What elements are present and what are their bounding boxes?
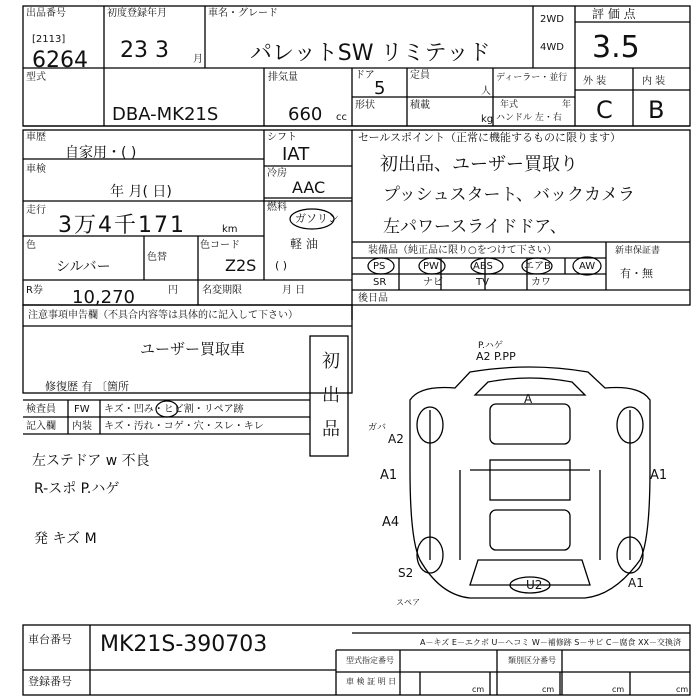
km-unit: km (222, 224, 238, 235)
shaken-label: 車検 (26, 164, 46, 175)
type-cert-label: 型式指定番号 (346, 656, 394, 665)
registration-label: 登録番号 (28, 675, 72, 688)
name-change-label: 名変期限 (202, 285, 242, 296)
recycle-label: R券 (26, 285, 43, 296)
drive-4wd: 4WD (540, 42, 564, 53)
equip-navi: ナビ (423, 277, 443, 288)
interior-row-label: 内装 (72, 421, 92, 432)
model-label: 型式 (26, 72, 46, 83)
year-type-label: 年式 (500, 100, 519, 110)
diagram-mark-9: U2 (526, 578, 543, 592)
cm-unit-2: cm (542, 685, 555, 694)
shift-value: IAT (282, 144, 310, 165)
cert-dims-label: 車 検 証 明 日 (346, 677, 397, 686)
sales-point-2: プッシュスタート、バックカメラ (383, 185, 635, 205)
hand-note-3: 発 キズ M (34, 531, 97, 547)
class-number-label: 類別区分番号 (508, 656, 556, 665)
equip-sr: SR (373, 277, 387, 288)
color-label: 色 (26, 240, 36, 251)
first-reg-value: 23 3 (120, 38, 169, 63)
diagram-mark-5: A2 (388, 432, 404, 446)
cm-unit-3: cm (612, 685, 625, 694)
color-value: シルバー (56, 259, 111, 275)
lot-number: 6264 (32, 48, 88, 73)
hand-note-2: R-スポ P.ハゲ (34, 481, 120, 497)
load-label: 積載 (410, 100, 430, 111)
color-change-label: 色替 (147, 252, 167, 263)
inspector-label: 検査員 (26, 404, 56, 415)
fuel-value: ガソリン (295, 212, 339, 225)
warranty-value: 有・無 (620, 267, 653, 280)
ac-label: 冷房 (267, 168, 287, 179)
equip-abs: ABS (473, 261, 493, 272)
handle-label: ハンドル 左・右 (496, 113, 562, 123)
year-type-unit: 年 (562, 100, 572, 110)
car-name-value: パレットSW リミテッド (250, 41, 491, 66)
load-unit: kg (481, 114, 494, 125)
interior-row-value: キズ・汚れ・コゲ・穴・スレ・キレ (104, 421, 264, 432)
spare-tire-label: スペア (396, 598, 420, 607)
diagram-mark-6: A1 (380, 468, 398, 483)
cm-unit-1: cm (472, 685, 485, 694)
mileage-label: 走行 (26, 205, 46, 216)
shift-label: シフト (267, 132, 297, 143)
entry-label: 記入欄 (26, 421, 56, 432)
diagram-mark-3: A (524, 392, 533, 406)
sales-points-label: セールスポイント（正常に機能するものに限ります） (358, 131, 622, 144)
lot-sub: [2113] (32, 34, 66, 45)
month-unit: 月 (193, 54, 203, 65)
score-label: 評 価 点 (592, 7, 636, 21)
color-code-label: 色コード (200, 240, 240, 251)
lot-no-label: 出品番号 (26, 8, 66, 19)
equip-ps: PS (373, 261, 386, 272)
history-label: 車歴 (26, 132, 46, 143)
doors-value: 5 (374, 78, 386, 99)
shape-label: 形状 (355, 100, 375, 111)
equip-tv: TV (476, 277, 489, 288)
sales-point-1: 初出品、ユーザー買取り (380, 154, 578, 175)
fw-label: FW (74, 404, 90, 415)
score-value: 3.5 (592, 30, 640, 65)
interior-label: 内 装 (642, 76, 666, 87)
fw-value: キズ・凹み・ヒビ割・リペア跡 (104, 404, 244, 415)
equipment-label: 装備品（純正品に限り○をつけて下さい） (368, 245, 557, 256)
mileage-value: 3万4千171 (58, 213, 186, 238)
hand-note-1: 左ステドア w 不良 (32, 453, 150, 469)
warranty-label: 新車保証書 (615, 246, 661, 256)
diagram-mark-1: P.ハゲ (478, 341, 503, 351)
recycle-value: 10,270 (72, 287, 135, 308)
repair-history-label: 修復歴 有 〔箇所 (45, 380, 129, 393)
diagram-mark-10: S2 (398, 566, 414, 580)
capacity-unit: 人 (481, 86, 491, 97)
diagram-mark-8: A4 (382, 515, 400, 530)
displacement-value: 660 (288, 104, 323, 125)
equip-pw: PW (423, 261, 439, 272)
diagram-mark-2: A2 P.PP (476, 350, 516, 363)
shaken-value: 年 月( 日) (110, 184, 172, 200)
fuel-other: ( ) (275, 259, 288, 272)
car-name-label: 車名・グレード (208, 8, 278, 19)
exterior-grade: C (596, 96, 613, 124)
color-code-value: Z2S (225, 256, 257, 275)
name-change-value: 月 日 (282, 285, 306, 296)
equip-airbag: エアB (524, 261, 551, 272)
notes-value: ユーザー買取車 (140, 340, 246, 358)
damage-legend: A－キズ E－エクボ U－ヘコミ W－補修跡 S－サビ C－腐食 XX－交換済 (420, 638, 682, 647)
history-value: 自家用・( ) (65, 145, 137, 161)
first-listing-mark: 初出品 (322, 351, 340, 440)
rear-items-label: 後日品 (358, 293, 388, 304)
exterior-label: 外 装 (583, 76, 607, 87)
first-reg-label: 初度登録年月 (107, 8, 167, 19)
diesel-label: 軽 油 (290, 237, 318, 251)
doors-label: ドア (355, 70, 375, 81)
chassis-label: 車台番号 (28, 633, 72, 646)
yen-unit: 円 (168, 285, 178, 296)
equip-leather: カワ (531, 277, 551, 288)
capacity-label: 定員 (410, 70, 430, 81)
cm-unit-4: cm (676, 685, 689, 694)
diagram-mark-7: A1 (650, 468, 668, 483)
ac-value: AAC (292, 178, 326, 197)
diagram-mark-4: ガバ (368, 423, 387, 433)
notes-label: 注意事項申告欄（不具合内容等は具体的に記入して下さい） (28, 310, 298, 321)
displacement-label: 排気量 (268, 72, 298, 83)
fuel-label: 燃料 (267, 202, 287, 213)
equip-aw: AW (579, 261, 596, 272)
model-value: DBA-MK21S (112, 104, 219, 125)
chassis-value: MK21S-390703 (100, 632, 268, 657)
sales-point-3: 左パワースライドドア、 (383, 217, 567, 237)
diagram-mark-11: A1 (628, 576, 644, 590)
interior-grade: B (648, 96, 665, 124)
cc-unit: cc (336, 112, 347, 123)
drive-2wd: 2WD (540, 14, 564, 25)
dealer-label: ディーラー・並行 (496, 73, 568, 83)
